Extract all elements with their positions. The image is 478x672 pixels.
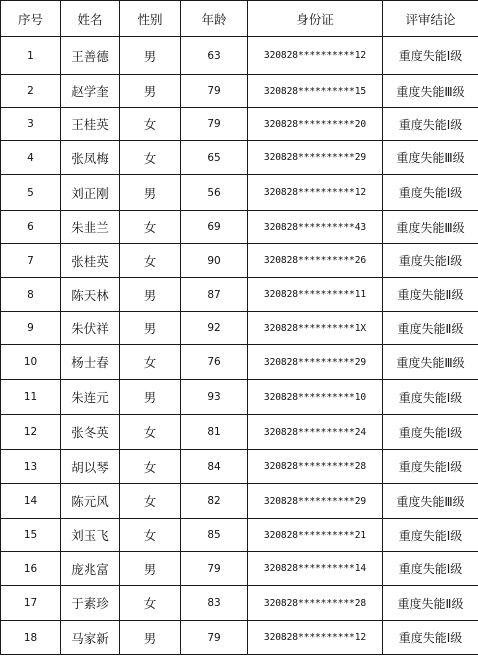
- table-row: [1, 141, 478, 175]
- cell-age: 76: [181, 345, 248, 380]
- header-id-number: 身份证: [248, 1, 383, 37]
- table-row: [1, 108, 478, 141]
- table-row: [1, 586, 478, 621]
- cell-name: 朱韭兰: [61, 211, 120, 244]
- cell-id-number: 320828**********15: [248, 75, 383, 108]
- cell-assessment-result: 重度失能Ⅰ级: [383, 450, 478, 484]
- cell-assessment-result: 重度失能Ⅱ级: [383, 312, 478, 345]
- table-row: [1, 380, 478, 415]
- cell-gender: 男: [120, 37, 181, 75]
- cell-id-number: 320828**********29: [248, 141, 383, 175]
- cell-name: 赵学奎: [61, 75, 120, 108]
- cell-name: 朱连元: [61, 380, 120, 415]
- cell-assessment-result: 重度失能Ⅲ级: [383, 75, 478, 108]
- cell-age: 79: [181, 552, 248, 586]
- cell-name: 王善德: [61, 37, 120, 75]
- cell-assessment-result: 重度失能Ⅰ级: [383, 552, 478, 586]
- cell-name: 陈元风: [61, 484, 120, 519]
- cell-assessment-result: 重度失能Ⅲ级: [383, 484, 478, 519]
- cell-gender: 女: [120, 415, 181, 450]
- cell-serial-number: 7: [1, 244, 61, 278]
- cell-id-number: 320828**********20: [248, 108, 383, 141]
- cell-name: 朱伏祥: [61, 312, 120, 345]
- cell-gender: 女: [120, 450, 181, 484]
- cell-id-number: 320828**********26: [248, 244, 383, 278]
- cell-serial-number: 8: [1, 278, 61, 312]
- cell-assessment-result: 重度失能Ⅱ级: [383, 586, 478, 621]
- cell-serial-number: 16: [1, 552, 61, 586]
- cell-id-number: 320828**********1X: [248, 312, 383, 345]
- cell-assessment-result: 重度失能Ⅰ级: [383, 380, 478, 415]
- cell-gender: 男: [120, 175, 181, 211]
- cell-id-number: 320828**********29: [248, 345, 383, 380]
- cell-assessment-result: 重度失能Ⅱ级: [383, 278, 478, 312]
- header-age: 年龄: [181, 1, 248, 37]
- cell-age: 65: [181, 141, 248, 175]
- cell-name: 张桂英: [61, 244, 120, 278]
- table-row: [1, 75, 478, 108]
- cell-assessment-result: 重度失能Ⅲ级: [383, 141, 478, 175]
- table-row: [1, 484, 478, 519]
- cell-assessment-result: 重度失能Ⅰ级: [383, 175, 478, 211]
- cell-id-number: 320828**********12: [248, 621, 383, 655]
- table-row: [1, 37, 478, 75]
- header-gender: 性别: [120, 1, 181, 37]
- cell-serial-number: 13: [1, 450, 61, 484]
- header-serial-number: 序号: [1, 1, 61, 37]
- cell-serial-number: 3: [1, 108, 61, 141]
- cell-gender: 男: [120, 552, 181, 586]
- cell-serial-number: 15: [1, 519, 61, 552]
- cell-gender: 女: [120, 519, 181, 552]
- cell-serial-number: 1: [1, 37, 61, 75]
- cell-age: 81: [181, 415, 248, 450]
- table-row: [1, 312, 478, 345]
- cell-name: 于素珍: [61, 586, 120, 621]
- cell-id-number: 320828**********11: [248, 278, 383, 312]
- cell-age: 83: [181, 586, 248, 621]
- cell-age: 87: [181, 278, 248, 312]
- cell-assessment-result: 重度失能Ⅲ级: [383, 345, 478, 380]
- cell-gender: 男: [120, 278, 181, 312]
- cell-serial-number: 5: [1, 175, 61, 211]
- cell-name: 张凤梅: [61, 141, 120, 175]
- cell-age: 90: [181, 244, 248, 278]
- cell-assessment-result: 重度失能Ⅰ级: [383, 621, 478, 655]
- cell-id-number: 320828**********24: [248, 415, 383, 450]
- cell-gender: 女: [120, 484, 181, 519]
- cell-assessment-result: 重度失能Ⅰ级: [383, 244, 478, 278]
- table-row: [1, 345, 478, 380]
- cell-gender: 男: [120, 380, 181, 415]
- cell-gender: 女: [120, 345, 181, 380]
- cell-gender: 女: [120, 586, 181, 621]
- cell-assessment-result: 重度失能Ⅰ级: [383, 415, 478, 450]
- cell-serial-number: 12: [1, 415, 61, 450]
- table-row: [1, 415, 478, 450]
- table-row: [1, 175, 478, 211]
- cell-serial-number: 11: [1, 380, 61, 415]
- cell-age: 79: [181, 75, 248, 108]
- cell-assessment-result: 重度失能Ⅰ级: [383, 37, 478, 75]
- cell-id-number: 320828**********12: [248, 175, 383, 211]
- cell-age: 63: [181, 37, 248, 75]
- cell-gender: 女: [120, 108, 181, 141]
- cell-age: 79: [181, 108, 248, 141]
- table-header-row: [1, 1, 478, 37]
- cell-serial-number: 18: [1, 621, 61, 655]
- cell-age: 56: [181, 175, 248, 211]
- cell-serial-number: 17: [1, 586, 61, 621]
- table-row: [1, 278, 478, 312]
- cell-serial-number: 10: [1, 345, 61, 380]
- cell-gender: 男: [120, 312, 181, 345]
- cell-id-number: 320828**********12: [248, 37, 383, 75]
- cell-age: 82: [181, 484, 248, 519]
- cell-name: 刘正刚: [61, 175, 120, 211]
- cell-assessment-result: 重度失能Ⅲ级: [383, 211, 478, 244]
- cell-age: 79: [181, 621, 248, 655]
- cell-name: 张冬英: [61, 415, 120, 450]
- cell-gender: 女: [120, 141, 181, 175]
- cell-name: 马家新: [61, 621, 120, 655]
- cell-id-number: 320828**********43: [248, 211, 383, 244]
- cell-serial-number: 14: [1, 484, 61, 519]
- table-row: [1, 244, 478, 278]
- cell-age: 93: [181, 380, 248, 415]
- cell-name: 杨士春: [61, 345, 120, 380]
- cell-assessment-result: 重度失能Ⅰ级: [383, 519, 478, 552]
- cell-gender: 男: [120, 621, 181, 655]
- cell-id-number: 320828**********29: [248, 484, 383, 519]
- cell-serial-number: 2: [1, 75, 61, 108]
- cell-id-number: 320828**********10: [248, 380, 383, 415]
- cell-assessment-result: 重度失能Ⅰ级: [383, 108, 478, 141]
- cell-age: 92: [181, 312, 248, 345]
- cell-age: 69: [181, 211, 248, 244]
- cell-id-number: 320828**********28: [248, 450, 383, 484]
- table-row: [1, 621, 478, 655]
- header-name: 姓名: [61, 1, 120, 37]
- cell-id-number: 320828**********14: [248, 552, 383, 586]
- cell-name: 胡以琴: [61, 450, 120, 484]
- header-assessment-result: 评审结论: [383, 1, 478, 37]
- cell-name: 刘玉飞: [61, 519, 120, 552]
- cell-id-number: 320828**********28: [248, 586, 383, 621]
- cell-name: 庞兆富: [61, 552, 120, 586]
- cell-age: 85: [181, 519, 248, 552]
- cell-name: 陈天林: [61, 278, 120, 312]
- cell-gender: 男: [120, 75, 181, 108]
- cell-serial-number: 6: [1, 211, 61, 244]
- table-row: [1, 552, 478, 586]
- table-row: [1, 450, 478, 484]
- cell-serial-number: 4: [1, 141, 61, 175]
- cell-name: 王桂英: [61, 108, 120, 141]
- cell-serial-number: 9: [1, 312, 61, 345]
- cell-gender: 女: [120, 244, 181, 278]
- table-row: [1, 211, 478, 244]
- cell-id-number: 320828**********21: [248, 519, 383, 552]
- table-row: [1, 519, 478, 552]
- cell-age: 84: [181, 450, 248, 484]
- cell-gender: 女: [120, 211, 181, 244]
